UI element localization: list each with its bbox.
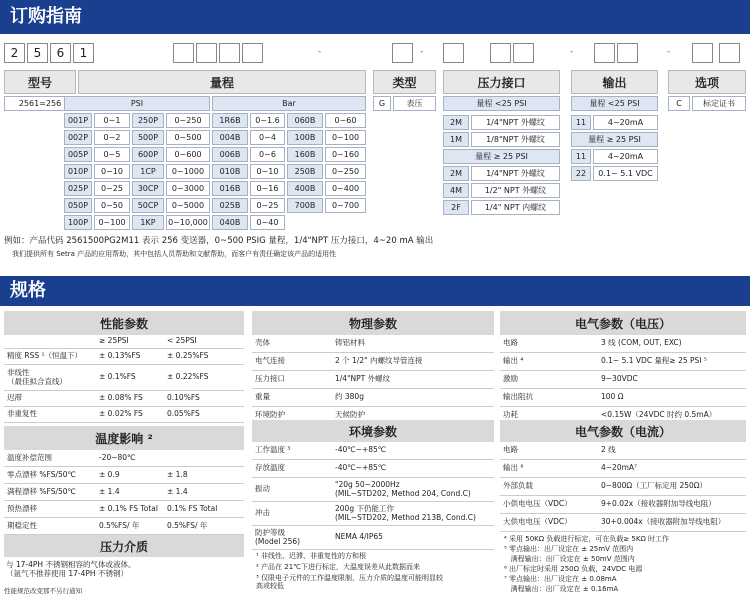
output-code: 11 — [571, 115, 591, 130]
row-text: 电路 — [503, 445, 518, 455]
code-box-empty — [173, 43, 194, 63]
code-dash: - — [318, 47, 322, 57]
code-box-empty — [594, 43, 615, 63]
current-row — [500, 442, 746, 460]
row-text: 温度补偿范围 — [7, 452, 52, 462]
range-cell: 0~160 — [325, 147, 366, 162]
range-cell: 0~10 — [94, 164, 130, 179]
footnote: ⁴ 采用 50KΩ 负载进行标定，可在负载≥ 5KΩ 时工作 — [504, 535, 670, 543]
voltage-row — [500, 371, 746, 389]
code-dash: - — [420, 47, 424, 57]
physical-row — [252, 389, 494, 407]
environment-row — [252, 502, 494, 526]
row-text: 9~30VDC — [601, 374, 638, 384]
voltage-row — [500, 335, 746, 353]
range-cell: 050P — [64, 198, 92, 213]
header-model: 型号 — [4, 70, 76, 94]
row-text: 天候防护 — [335, 410, 365, 420]
row-text: 压力接口 — [255, 374, 285, 384]
code-box: 2 — [4, 43, 25, 63]
option-code: C — [668, 96, 690, 111]
row-text: "20g 50~2000Hz (MIL~STD202, Method 204, Cond.C) — [335, 479, 471, 498]
spec-footer-note: 性能规范改变那不另行通知 — [4, 587, 82, 595]
order-guide-title: 订购指南 — [10, 6, 82, 27]
range-cell: 0~6 — [250, 147, 285, 162]
row-text: 输出阻抗 — [503, 392, 533, 402]
row-text: 防护等级 (Model 256) — [255, 527, 301, 546]
footnote: ¹ 非线性、迟滞、非重复性的方和根 — [256, 552, 367, 560]
range-cell: 1KP — [132, 215, 164, 230]
footnote: ⁶ 出厂标定时采用 250Ω 负载，24VDC 电源 — [504, 565, 643, 573]
row-text: 0~800Ω（工厂标定用 250Ω） — [601, 481, 708, 491]
row-text: 100 Ω — [601, 392, 624, 402]
row-text: ± 0.02% FS — [99, 409, 143, 419]
row-text: 壳体 — [255, 338, 270, 348]
range-cell: 0~4 — [250, 130, 285, 145]
row-text: 约 380g — [335, 392, 364, 402]
row-text: 精度 RSS ¹（恒温下） — [7, 351, 83, 361]
range-cell: 0~60 — [325, 113, 366, 128]
code-dash: - — [667, 47, 671, 57]
spec-banner — [0, 276, 750, 306]
range-cell: 100B — [287, 130, 323, 145]
row-text: 非线性 （最佳拟合直线） — [7, 367, 67, 386]
code-box-empty — [196, 43, 217, 63]
psi-label: PSI — [64, 96, 210, 111]
range-cell: 0~100 — [94, 215, 130, 230]
range-cell: 400B — [287, 181, 323, 196]
pressure-code: 2M — [443, 115, 469, 130]
row-text: 铸铝材料 — [335, 338, 365, 348]
pressure-value: 1/4"NPT 外螺纹 — [471, 115, 560, 130]
row-text: 外部负载 — [503, 481, 533, 491]
row-text: 1/4"NPT 外螺纹 — [335, 374, 391, 384]
range-cell: 500P — [132, 130, 164, 145]
output-value: 4~20mA — [593, 149, 658, 164]
row-text: 0.5%FS/ 年 — [167, 520, 208, 530]
range-cell: 0~2 — [94, 130, 130, 145]
range-cell: 005P — [64, 147, 92, 162]
row-text: 重量 — [255, 392, 270, 402]
option-value: 标定证书 — [692, 96, 746, 111]
model-value: 2561=256 — [4, 96, 76, 111]
row-text: ± 0.22%FS — [167, 372, 209, 382]
physical-row — [252, 371, 494, 389]
range-cell: 025P — [64, 181, 92, 196]
row-text: < 25PSI — [167, 336, 197, 346]
media-title: 压力介质 — [4, 535, 244, 557]
current-row — [500, 460, 746, 478]
current-row — [500, 514, 746, 532]
row-text: 存放温度 — [255, 463, 285, 473]
range-cell: 250P — [132, 113, 164, 128]
range-cell: 025B — [212, 198, 248, 213]
range-cell: 250B — [287, 164, 323, 179]
row-text: 大供电电压（VDC） — [503, 517, 572, 527]
code-dash: - — [570, 47, 574, 57]
performance-colhead — [4, 335, 244, 349]
order-disclaimer: 我们提供所有 Setra 产品的应用帮助，其中包括人员帮助和文献帮助，而客户有责任确定该产品的适用性 — [12, 250, 337, 258]
footnote: 满程输出：出厂设定在 ± 50mV 范围内 — [504, 555, 635, 563]
range-cell: 0~500 — [166, 130, 210, 145]
order-example: 例如：产品代码 2561500PG2M11 表示 256 变送器，0~500 PSIG 量程，1/4"NPT 压力接口，4~20 mA 输出 — [4, 236, 434, 246]
media-text: 与 17-4PH 不锈钢相容的气体或液体。 （氩气不推荐使用 17-4PH 不锈钢） — [6, 560, 136, 578]
row-text: 2 个 1/2" 内螺纹导管连接 — [335, 356, 423, 366]
pressure-code: 1M — [443, 132, 469, 147]
range-cell: 0~250 — [325, 164, 366, 179]
environment-title: 环境参数 — [252, 420, 494, 442]
pressure-value: 1/8"NPT 外螺纹 — [471, 132, 560, 147]
range-cell: 0~3000 — [166, 181, 210, 196]
range-cell: 0~25 — [94, 181, 130, 196]
header-range: 量程 — [78, 70, 366, 94]
range-cell: 30CP — [132, 181, 164, 196]
row-text: 振动 — [255, 484, 270, 494]
header-output: 输出 — [571, 70, 658, 94]
temp-row — [4, 484, 244, 501]
temp-effect-title: 温度影响 ² — [4, 426, 244, 450]
pressure-range-sub: 量程 ≥ 25 PSI — [443, 149, 560, 164]
row-text: ± 0.08% FS — [99, 393, 143, 403]
row-text: 4~20mA⁷ — [601, 463, 638, 473]
row-text: ± 0.1% FS Total — [99, 503, 158, 513]
range-cell: 1R6B — [212, 113, 248, 128]
row-text: 0.05%FS — [167, 409, 200, 419]
output-value: 0.1~ 5.1 VDC — [593, 166, 658, 181]
row-text: 小供电电压（VDC） — [503, 499, 572, 509]
pressure-value: 1/2" NPT 外螺纹 — [471, 183, 560, 198]
row-text: -20~80℃ — [99, 452, 136, 462]
range-cell: 0~1 — [94, 113, 130, 128]
output-range-sub: 量程 ≥ 25 PSI — [571, 132, 658, 147]
order-guide-banner — [0, 0, 750, 34]
row-text: 工作温度 ³ — [255, 445, 291, 455]
row-text: 非重复性 — [7, 409, 37, 419]
type-value: 表压 — [393, 96, 436, 111]
bar-label: Bar — [212, 96, 366, 111]
type-code: G — [373, 96, 391, 111]
row-text: 预热漂移 — [7, 503, 37, 513]
pressure-code: 2M — [443, 166, 469, 181]
range-cell: 0~600 — [166, 147, 210, 162]
code-box-empty — [242, 43, 263, 63]
range-cell: 0~250 — [166, 113, 210, 128]
row-text: 输出 ⁴ — [503, 356, 524, 366]
row-text: 激励 — [503, 374, 518, 384]
row-text: 期稳定性 — [7, 520, 37, 530]
row-text: 0.1% FS Total — [167, 503, 218, 513]
range-cell: 0~700 — [325, 198, 366, 213]
range-cell: 001P — [64, 113, 92, 128]
code-box-empty — [443, 43, 464, 63]
physical-title: 物理参数 — [252, 311, 494, 335]
code-box-empty — [392, 43, 413, 63]
row-text: 30+0.004x（接收器附加导线电阻） — [601, 517, 726, 527]
temp-row — [4, 518, 244, 535]
pressure-value: 1/4"NPT 外螺纹 — [471, 166, 560, 181]
footnote: ⁵ 零点输出：出厂设定在 ± 25mV 范围内 — [504, 545, 634, 553]
voltage-row — [500, 353, 746, 371]
header-option: 选项 — [668, 70, 746, 94]
range-cell: 1CP — [132, 164, 164, 179]
pressure-code: 4M — [443, 183, 469, 198]
range-cell: 004B — [212, 130, 248, 145]
range-cell: 50CP — [132, 198, 164, 213]
row-text: -40℃~+85℃ — [335, 445, 387, 455]
row-text: ≥ 25PSI — [99, 336, 129, 346]
temp-row — [4, 450, 244, 467]
code-box-empty — [219, 43, 240, 63]
elec-current-title: 电气参数（电流） — [500, 420, 746, 442]
range-cell: 700B — [287, 198, 323, 213]
performance-row — [4, 407, 244, 423]
row-text: 电气连接 — [255, 356, 285, 366]
range-cell: 600P — [132, 147, 164, 162]
row-text: 电路 — [503, 338, 518, 348]
temp-row — [4, 467, 244, 484]
footnote: ³ 仅限电子元件的工作温度限制，压力介质的温度可能明显较 高或较低 — [256, 574, 444, 591]
voltage-row — [500, 389, 746, 407]
current-row — [500, 496, 746, 514]
row-text: 3 线 (COM, OUT, EXC) — [601, 338, 682, 348]
code-box: 5 — [27, 43, 48, 63]
row-text: 环境防护 — [255, 410, 285, 420]
row-text: 迟滞 — [7, 393, 22, 403]
row-text: 冲击 — [255, 508, 270, 518]
row-text: ± 0.1%FS — [99, 372, 136, 382]
range-cell: 010P — [64, 164, 92, 179]
temp-row — [4, 501, 244, 518]
row-text: 功耗 — [503, 410, 518, 420]
performance-row — [4, 349, 244, 365]
environment-row — [252, 442, 494, 460]
code-box-empty — [513, 43, 534, 63]
row-text: ± 0.25%FS — [167, 351, 209, 361]
code-box-empty — [490, 43, 511, 63]
range-cell: 060B — [287, 113, 323, 128]
range-cell: 0~5 — [94, 147, 130, 162]
footnote: ² 产品在 21℃下进行标定，大温度误差从此数据而来 — [256, 563, 421, 571]
pressure-range-sub: 量程 <25 PSI — [443, 96, 560, 111]
current-row — [500, 478, 746, 496]
range-cell: 0~40 — [250, 215, 285, 230]
environment-row — [252, 526, 494, 550]
row-text: ± 1.4 — [99, 486, 120, 496]
range-cell: 0~10 — [250, 164, 285, 179]
elec-voltage-title: 电气参数（电压） — [500, 311, 746, 335]
code-box: 1 — [73, 43, 94, 63]
footnote: 满程输出：出厂设定在 ± 0.16mA — [504, 585, 619, 593]
header-type: 类型 — [373, 70, 436, 94]
code-box: 6 — [50, 43, 71, 63]
range-cell: 0~50 — [94, 198, 130, 213]
pressure-code: 2F — [443, 200, 469, 215]
code-box-empty — [617, 43, 638, 63]
output-value: 4~20mA — [593, 115, 658, 130]
range-cell: 160B — [287, 147, 323, 162]
pressure-value: 1/4" NPT 内螺纹 — [471, 200, 560, 215]
range-cell: 002P — [64, 130, 92, 145]
row-text: ± 1.8 — [167, 469, 188, 479]
range-cell: 0~1.6 — [250, 113, 285, 128]
range-cell: 0~16 — [250, 181, 285, 196]
range-cell: 040B — [212, 215, 248, 230]
spec-title: 规格 — [10, 280, 46, 301]
range-cell: 0~25 — [250, 198, 285, 213]
performance-title: 性能参数 — [4, 311, 244, 335]
physical-row — [252, 353, 494, 371]
output-code: 11 — [571, 149, 591, 164]
row-text: 零点漂移 %FS/50℃ — [7, 469, 76, 479]
row-text: NEMA 4/IP65 — [335, 532, 383, 542]
range-cell: 0~1000 — [166, 164, 210, 179]
row-text: ± 0.9 — [99, 469, 120, 479]
output-range-sub: 量程 <25 PSI — [571, 96, 658, 111]
header-pressure-port: 压力接口 — [443, 70, 560, 94]
code-box-empty — [692, 43, 713, 63]
performance-row — [4, 365, 244, 391]
row-text: 0.1~ 5.1 VDC 量程≥ 25 PSI ⁵ — [601, 356, 707, 366]
row-text: 200g 下仍能工作 (MIL~STD202, Method 213B, Cond.C) — [335, 503, 476, 522]
footnote: ⁷ 零点输出：出厂设定在 ± 0.08mA — [504, 575, 617, 583]
performance-row — [4, 391, 244, 407]
range-cell: 0~10,000 — [166, 215, 210, 230]
row-text: 满程漂移 %FS/50℃ — [7, 486, 76, 496]
row-text: 0.10%FS — [167, 393, 200, 403]
row-text: -40℃~+85℃ — [335, 463, 387, 473]
row-text: <0.15W（24VDC 时约 0.5mA） — [601, 410, 717, 420]
code-box-empty — [719, 43, 740, 63]
range-cell: 006B — [212, 147, 248, 162]
environment-row — [252, 478, 494, 502]
row-text: ± 1.4 — [167, 486, 188, 496]
range-cell: 100P — [64, 215, 92, 230]
row-text: 2 线 — [601, 445, 616, 455]
range-cell: 010B — [212, 164, 248, 179]
row-text: 0.5%FS/ 年 — [99, 520, 140, 530]
row-text: 输出 ⁶ — [503, 463, 524, 473]
row-text: 9+0.02x（接收器附加导线电阻） — [601, 499, 716, 509]
physical-row — [252, 335, 494, 353]
range-cell: 0~5000 — [166, 198, 210, 213]
row-text: ± 0.13%FS — [99, 351, 141, 361]
range-cell: 0~100 — [325, 130, 366, 145]
output-code: 22 — [571, 166, 591, 181]
environment-row — [252, 460, 494, 478]
range-cell: 016B — [212, 181, 248, 196]
range-cell: 0~400 — [325, 181, 366, 196]
